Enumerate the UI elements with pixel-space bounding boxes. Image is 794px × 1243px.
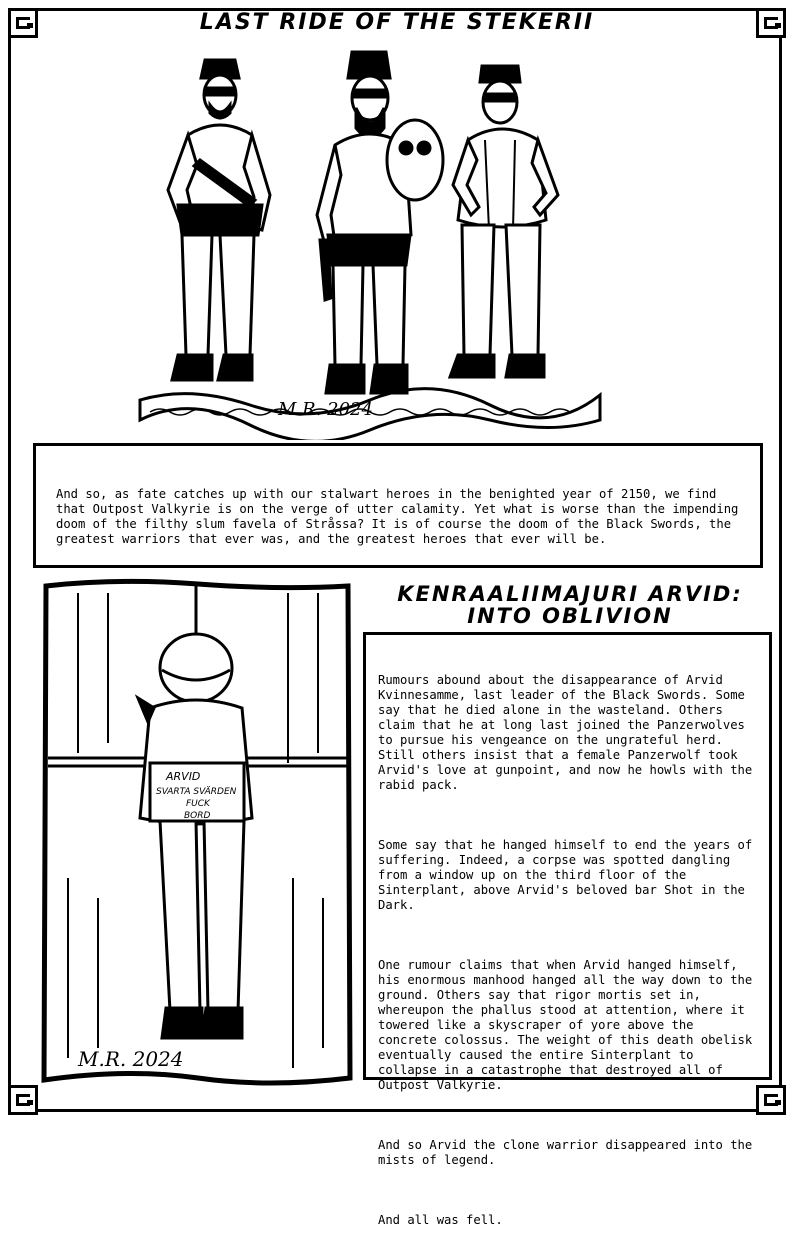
corner-mark-bottom-right	[756, 1085, 786, 1115]
sign-text-line: FUCK	[186, 799, 210, 809]
story-text-box	[363, 632, 772, 1227]
corner-mark-bottom-left	[8, 1085, 38, 1115]
sign-text-line: SVARTA SVÄRDEN	[156, 787, 237, 797]
top-artist-signature: M.R. 2024	[278, 399, 373, 420]
story-paragraph: Some say that he hanged himself to end the years of suffering. Indeed, a corpse was spotted dangling from a window up on the third floor of the Sinterplant, above Arvid's beloved bar Shot in the Dark.	[378, 838, 760, 912]
intro-paragraph: And so, as fate catches up with our stalwart heroes in the benighted year of 2150, we find that Outpost Valkyrie is on the verge of utter calamity. Yet what is worse than the impending doom of the filthy slum favela of Stråssa? It is of course the doom of the Black Swords, the greatest warriors that ever was, and the greatest heroes that ever will be.	[56, 487, 746, 546]
story-paragraph: And all was fell.	[378, 1213, 503, 1227]
section-title-line2: INTO OBLIVION	[467, 604, 673, 628]
hanged-figure-illustration	[38, 578, 356, 1088]
g-logo-icon	[16, 1094, 30, 1106]
story-paragraph: One rumour claims that when Arvid hanged himself, his enormous manhood hanged all the way down to the ground. Others say that rigor mortis set in, whereupon the phallus stood at attention, where it towered like a skyscraper of yore above the concrete colossus. The weight of this death obelisk eventually caused the entire Sinterplant to collapse in a catastrophe that destroyed all of Outpost Valkyrie.	[378, 958, 760, 1092]
bottom-artist-signature: M.R. 2024	[78, 1047, 184, 1071]
story-paragraph: And so Arvid the clone warrior disappeared into the mists of legend.	[378, 1138, 760, 1167]
page-title: LAST RIDE OF THE STEKERII	[199, 10, 595, 35]
g-logo-icon	[764, 1094, 778, 1106]
soldiers-illustration	[130, 40, 610, 440]
section-title-line1: KENRAALIIMAJURI ARVID:	[397, 582, 743, 606]
sign-text-line: ARVID	[166, 770, 201, 783]
sign-text-line: BORD	[184, 811, 211, 821]
story-paragraph: Rumours abound about the disappearance of Arvid Kvinnesamme, last leader of the Black Swords. Some say that he died alone in the wasteland. Others claim that he at long last joined the Panzerwolves to pursue his vengeance on the ungrateful herd. Still others insist that a female Panzerwolf took Arvid's love at gunpoint, and now he howls with the rabid pack.	[378, 673, 760, 792]
intro-text-box	[33, 443, 763, 568]
